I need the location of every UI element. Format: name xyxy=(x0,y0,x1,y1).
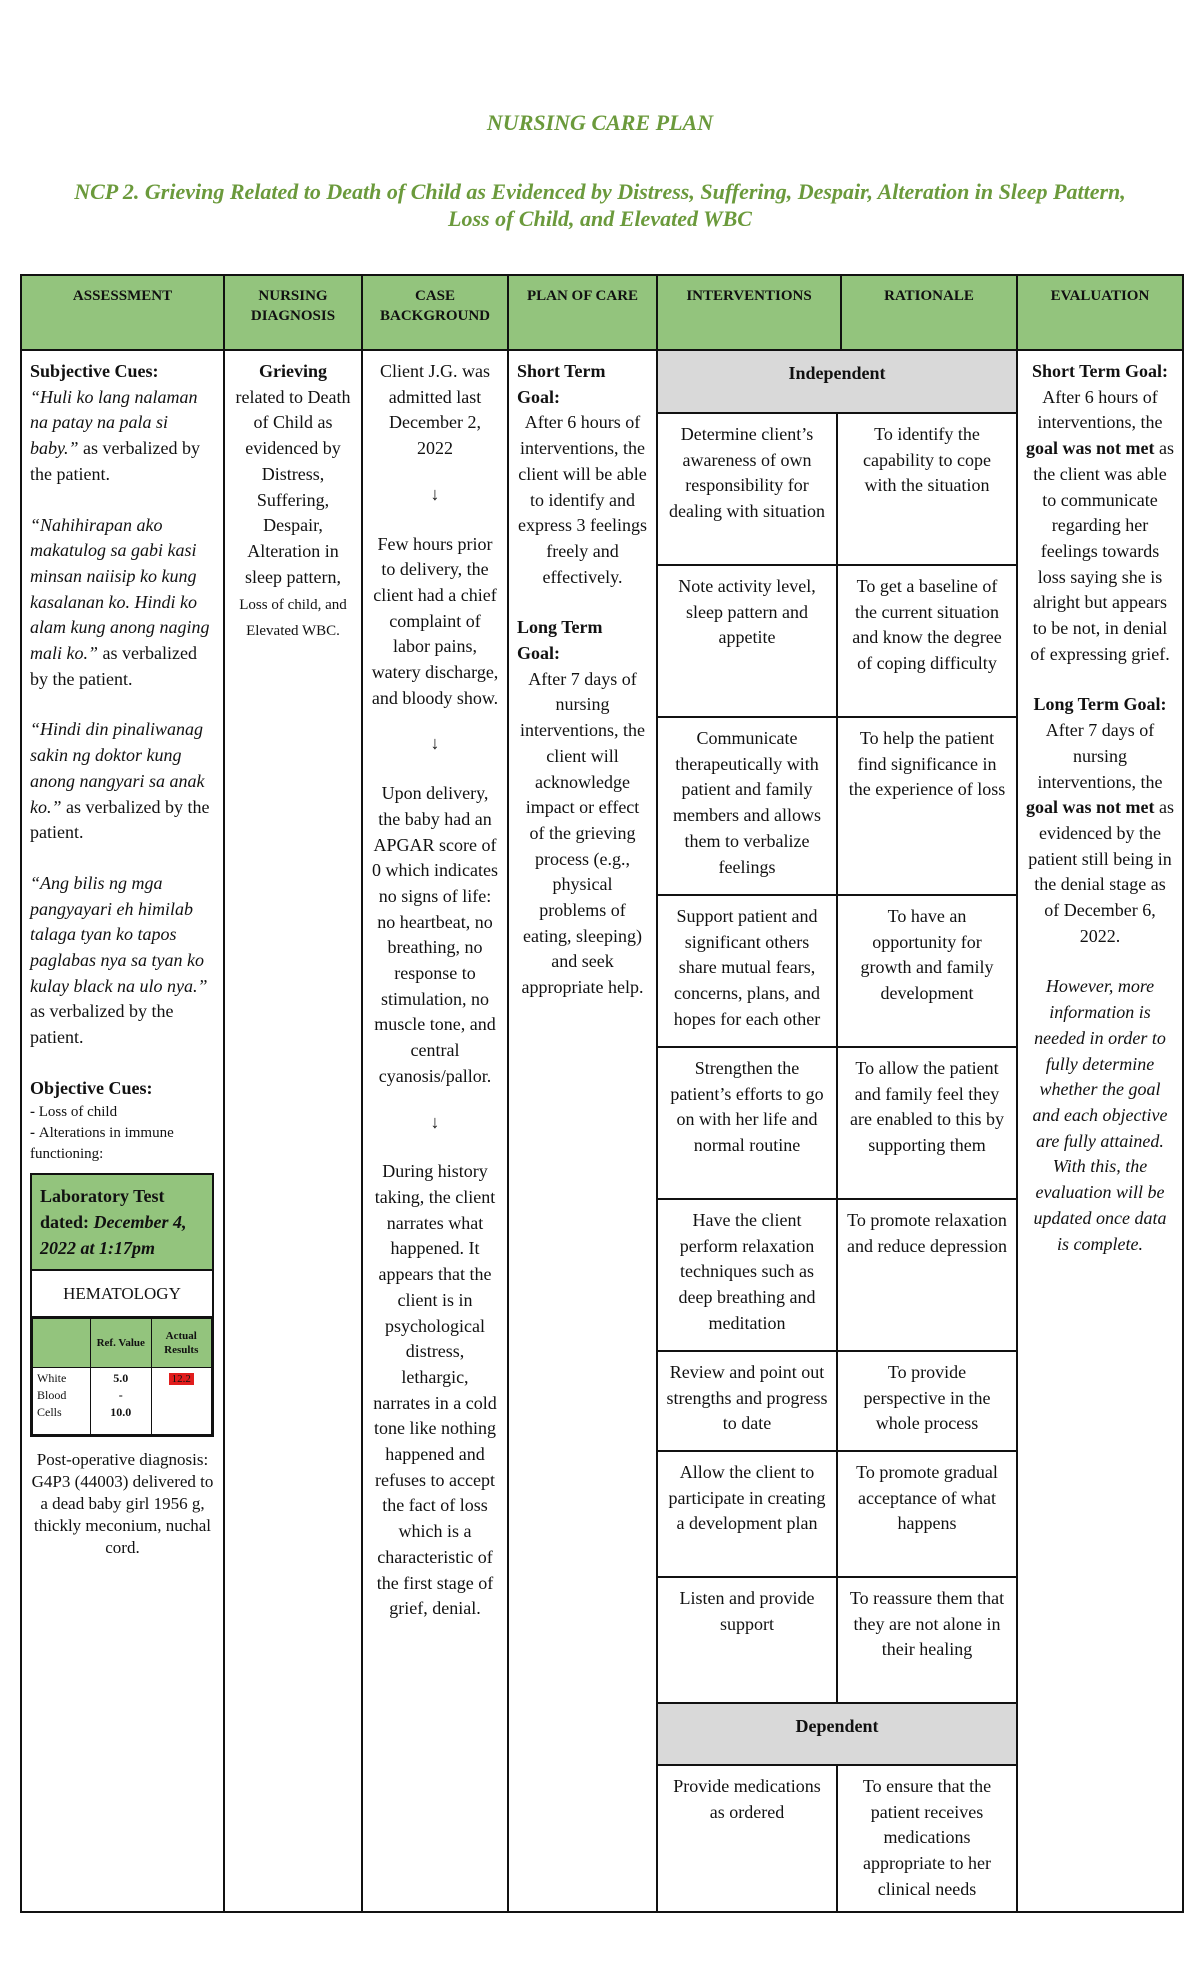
header-row xyxy=(21,275,1183,350)
header-interventions: INTERVENTIONS xyxy=(657,275,841,350)
subjective-label: Subjective Cues: xyxy=(30,361,159,381)
lab-actual-value: 12.2 xyxy=(169,1373,194,1385)
intervention-row: Support patient and significant others share mutual fears, concerns, plans, and hopes for each other To have an opportunity for growth and family development xyxy=(658,895,1016,1047)
background-history: During history taking, the client narrates what happened. It appears that the client is in psychological distress, lethargic, narrates in a cold tone like nothing happened and refuses to accept the fact of loss which is a characteristic of the first stage of grief, denial. xyxy=(373,1161,497,1619)
background-complaint: Few hours prior to delivery, the client had a chief complaint of labor pains, watery discharge, and bloody show. xyxy=(371,533,499,708)
interventions-table xyxy=(658,351,1016,1911)
intervention-row: Strengthen the patient’s efforts to go on with her life and normal routine To allow the patient and family feel they are enabled to this by supporting them xyxy=(658,1047,1016,1199)
intervention-row: Listen and provide support To reassure them that they are not alone in their healing xyxy=(658,1577,1016,1703)
header-plan: PLAN OF CARE xyxy=(508,275,657,350)
intervention-row: Provide medications as ordered To ensure that the patient receives medications appropriate to her clinical needs xyxy=(658,1765,1016,1911)
assessment-cell xyxy=(21,350,224,1912)
background-delivery: Upon delivery, the baby had an APGAR score of 0 which indicates no signs of life: no heartbeat, no breathing, no response to stimulation, no muscle tone, and central cyanosis/pallor. xyxy=(372,783,498,1086)
subjective-cue-4: “Ang bilis ng mga pangyayari eh himilab talaga tyan ko tapos paglabas nya sa tyan ko kulay black na ulo nya.” as verbalized by the patient. xyxy=(30,872,208,1048)
objective-label: Objective Cues: xyxy=(30,1077,153,1098)
evaluation-cell xyxy=(1017,350,1183,1912)
intervention-row: Determine client’s awareness of own responsibility for dealing with situation To identify the capability to cope with the situation xyxy=(658,413,1016,565)
header-rationale: RATIONALE xyxy=(841,275,1017,350)
plan-short-label: Short Term Goal: xyxy=(517,361,606,407)
lab-test-box xyxy=(30,1173,214,1438)
subjective-cue-3: “Hindi din pinaliwanag sakin ng doktor kung anong nangyari sa anak ko.” as verbalized by the patient. xyxy=(30,719,210,843)
plan-cell xyxy=(508,350,657,1912)
header-assessment: ASSESSMENT xyxy=(21,275,224,350)
header-evaluation: EVALUATION xyxy=(1017,275,1183,350)
document-title: NURSING CARE PLAN xyxy=(486,110,714,135)
plan-long-text: After 7 days of nursing interventions, the client will acknowledge impact or effect of the grieving process (e.g., physical problems of eating, sleeping) and seek appropriate help. xyxy=(520,668,645,998)
plan-long-label: Long Term Goal: xyxy=(517,617,603,664)
intervention-row: Note activity level, sleep pattern and appetite To get a baseline of the current situation and know the degree of coping difficulty xyxy=(658,565,1016,717)
intervention-row: Allow the client to participate in creating a development plan To promote gradual acceptance of what happens xyxy=(658,1451,1016,1577)
document-subtitle: NCP 2. Grieving Related to Death of Child as Evidenced by Distress, Suffering, Despair, Alteration in Sleep Pattern, Loss of Child, and Elevated WBC xyxy=(74,179,1126,231)
evaluation-note: However, more information is needed in order to fully determine whether the goal and each objective are fully attained. With this, the evaluation will be updated once data is complete. xyxy=(1032,976,1168,1254)
evaluation-short-label: Short Term Goal: xyxy=(1031,361,1168,381)
down-arrow-icon: ↓ xyxy=(430,733,440,754)
diagnosis-cell: Grieving related to Death of Child as evidenced by Distress, Suffering, Despair, Alteration in sleep pattern, Loss of child, and Elevated WBC. xyxy=(224,350,362,1912)
lab-results-table xyxy=(32,1318,212,1435)
objective-cue-2: - Alterations in immune functioning: xyxy=(30,1124,174,1162)
evaluation-short-text: After 6 hours of interventions, the goal was not met as the client was able to communicate regarding her feelings towards loss saying she is alright but appears to be not, in denial of expressing grief. xyxy=(1026,386,1174,664)
header-diagnosis: NURSING DIAGNOSIS xyxy=(224,275,362,350)
background-admission: Client J.G. was admitted last December 2, 2022 xyxy=(380,361,490,459)
lab-test-title: Laboratory Test dated: December 4, 2022 at 1:17pm xyxy=(32,1175,212,1271)
down-arrow-icon: ↓ xyxy=(430,483,440,504)
subjective-cue-2: “Nahihirapan ako makatulog sa gabi kasi minsan naiisip ko kung kasalanan ko. Hindi ko alam kung anong naging mali ko.” as verbalized by the patient. xyxy=(30,514,210,689)
lab-row-wbc: White Blood Cells 5.0 - 10.0 12.2 xyxy=(33,1368,212,1435)
evaluation-long-label: Long Term Goal: xyxy=(1033,694,1167,715)
post-operative-diagnosis: Post-operative diagnosis: G4P3 (44003) delivered to a dead baby girl 1956 g, thickly meconium, nuchal cord. xyxy=(31,1450,214,1558)
dependent-section-label: Dependent xyxy=(658,1703,1016,1765)
intervention-row: Communicate therapeutically with patient and family members and allows them to verbalize feelings To help the patient find significance in the experience of loss xyxy=(658,717,1016,895)
independent-section-label: Independent xyxy=(658,351,1016,413)
lab-col-ref: Ref. Value xyxy=(91,1319,152,1368)
down-arrow-icon: ↓ xyxy=(430,1111,440,1132)
interventions-rationale-cell xyxy=(657,350,1017,1912)
care-plan-table xyxy=(20,274,1184,1913)
evaluation-long-text: After 7 days of nursing interventions, the goal was not met as evidenced by the patient still being in the denial stage as of December 6, 2022. xyxy=(1026,720,1174,946)
plan-short-text: After 6 hours of interventions, the client will be able to identify and express 3 feelings freely and effectively. xyxy=(518,412,647,587)
header-background: CASE BACKGROUND xyxy=(362,275,508,350)
lab-section-hematology: HEMATOLOGY xyxy=(32,1271,212,1319)
background-cell xyxy=(362,350,508,1912)
intervention-row: Review and point out strengths and progress to date To provide perspective in the whole process xyxy=(658,1351,1016,1451)
lab-col-actual: Actual Results xyxy=(151,1319,212,1368)
objective-cue-1: - Loss of child xyxy=(30,1103,118,1120)
subjective-cue-1: “Huli ko lang nalaman na patay na pala si baby.” as verbalized by the patient. xyxy=(30,386,200,484)
intervention-row: Have the client perform relaxation techniques such as deep breathing and meditation To promote relaxation and reduce depression xyxy=(658,1199,1016,1351)
